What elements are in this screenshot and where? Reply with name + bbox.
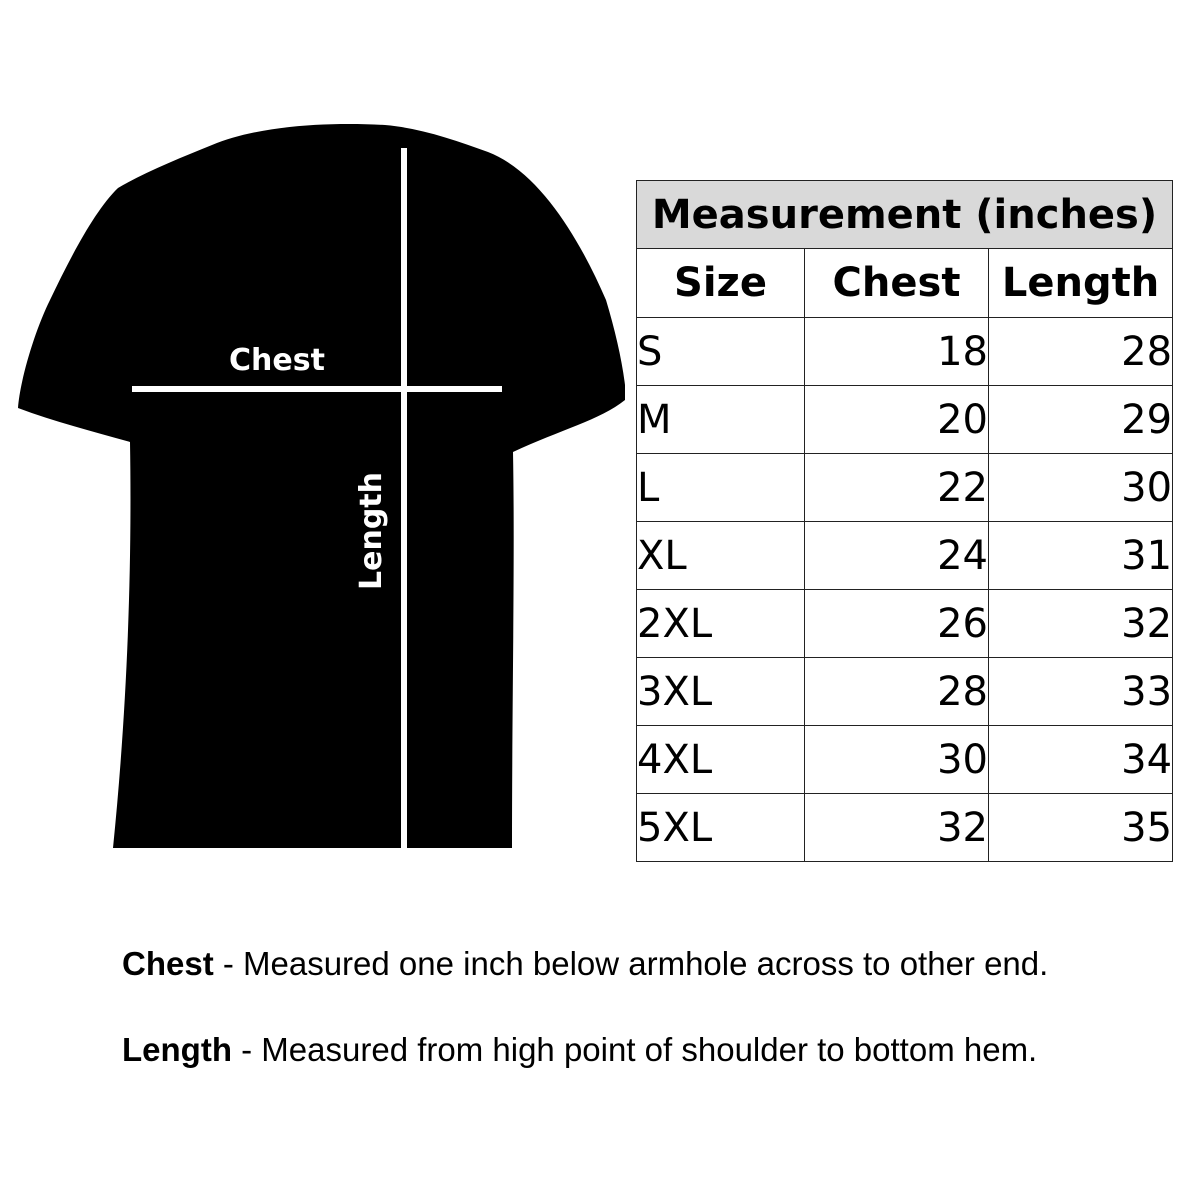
table-row (637, 590, 1173, 658)
chest-cell: 22 (805, 454, 989, 522)
table-row (637, 726, 1173, 794)
chest-cell: 28 (805, 658, 989, 726)
table-row (637, 386, 1173, 454)
table-row (637, 522, 1173, 590)
size-cell: 4XL (637, 726, 805, 794)
length-cell: 28 (989, 318, 1173, 386)
chest-note (122, 945, 1048, 983)
table-row (637, 318, 1173, 386)
chest-note-text: - Measured one inch below armhole across to other end. (213, 945, 1049, 982)
tshirt-illustration (0, 0, 640, 880)
size-cell: S (637, 318, 805, 386)
chest-cell: 24 (805, 522, 989, 590)
length-cell: 35 (989, 794, 1173, 862)
length-note-term: Length (122, 1031, 232, 1068)
length-cell: 33 (989, 658, 1173, 726)
chest-cell: 30 (805, 726, 989, 794)
chest-cell: 32 (805, 794, 989, 862)
length-diagram-label: Length (354, 472, 389, 590)
size-cell: 5XL (637, 794, 805, 862)
header-size: Size (637, 249, 805, 318)
chest-diagram-label: Chest (229, 343, 325, 378)
size-cell: 3XL (637, 658, 805, 726)
table-header-row (637, 249, 1173, 318)
size-cell: XL (637, 522, 805, 590)
table-title: Measurement (inches) (637, 181, 1173, 249)
size-cell: M (637, 386, 805, 454)
chest-cell: 18 (805, 318, 989, 386)
header-chest: Chest (805, 249, 989, 318)
length-note (122, 1031, 1037, 1069)
table-row (637, 794, 1173, 862)
chest-cell: 20 (805, 386, 989, 454)
tshirt-shape (18, 124, 625, 848)
length-cell: 32 (989, 590, 1173, 658)
chest-cell: 26 (805, 590, 989, 658)
length-cell: 29 (989, 386, 1173, 454)
table-row (637, 454, 1173, 522)
table-row (637, 658, 1173, 726)
size-cell: 2XL (637, 590, 805, 658)
length-cell: 30 (989, 454, 1173, 522)
length-cell: 31 (989, 522, 1173, 590)
length-cell: 34 (989, 726, 1173, 794)
chest-note-term: Chest (122, 945, 214, 982)
size-chart-table (636, 180, 1173, 862)
header-length: Length (989, 249, 1173, 318)
table-title-row (637, 181, 1173, 249)
length-note-text: - Measured from high point of shoulder to bottom hem. (231, 1031, 1038, 1068)
size-cell: L (637, 454, 805, 522)
